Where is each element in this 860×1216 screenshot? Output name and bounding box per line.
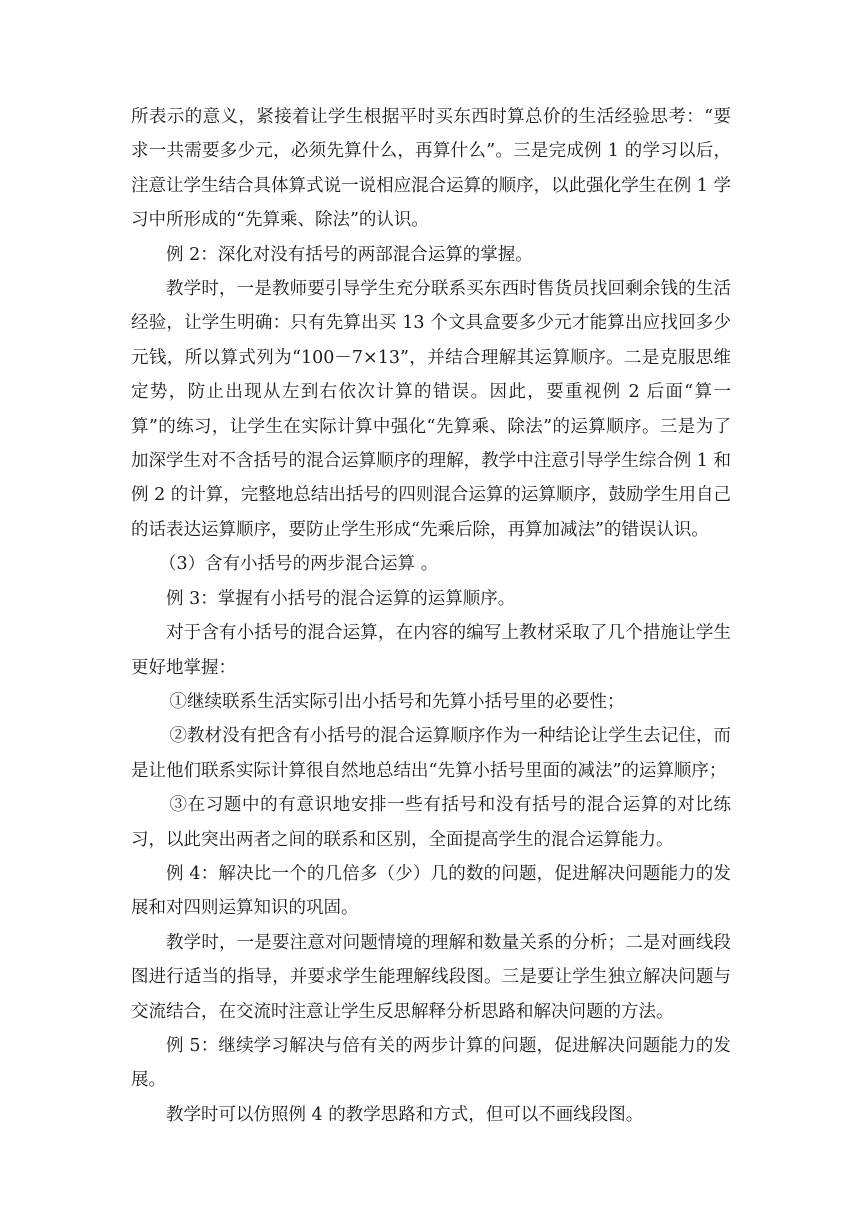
paragraph-example-3-intro: 对于含有小括号的混合运算，在内容的编写上教材采取了几个措施让学生更好地掌握： [131, 623, 731, 678]
paragraph-example-4-teaching: 教学时，一是要注意对问题情境的理解和数量关系的分析；二是对画线段图进行适当的指导，并要求学生能理解线段图。三是要让学生独立解决问题与交流结合，在交流时注意让学生反思解释分析思路和解决问题的方法。 [131, 932, 731, 1022]
paragraph-example-3-heading: 例 3：掌握有小括号的混合运算的运算顺序。 [166, 588, 516, 609]
paragraph-example-5-heading: 例 5：继续学习解决与倍有关的两步计算的问题，促进解决问题能力的发展。 [131, 1035, 731, 1091]
paragraph-example-2-teaching: 教学时，一是教师要引导学生充分联系买东西时售货员找回剩余钱的生活经验，让学生明确：只有先算出买 13 个文具盒要多少元才能算出应找回多少元钱，所以算式列为“100－7×13”，并结合理解其运算顺序。二是克服思维定势，防止出现从左到右依次计算的错误。因此，要重视例 2 后面“算一算”的练习，让学生在实际计算中强化“先算乘、除法”的运算顺序。三是为了加深学生对不含括号的混合运算顺序的理解，教学中注意引导学生综合例 1 和例 2 的计算，完整地总结出括号的四则混合运算的运算顺序，鼓励学生用自己的话表达运算顺序，要防止学生形成“先乘后除，再算加减法”的错误认识。 [131, 279, 731, 540]
paragraph-measure-2: ②教材没有把含有小括号的混合运算顺序作为一种结论让学生去记住，而是让他们联系实际计算很自然地总结出“先算小括号里面的减法”的运算顺序； [131, 726, 731, 781]
paragraph-example-4-heading: 例 4：解决比一个的几倍多（少）几的数的问题，促进解决问题能力的发展和对四则运算知识的巩固。 [131, 863, 731, 919]
document-body [131, 100, 731, 1132]
paragraph-measure-1: ①继续联系生活实际引出小括号和先算小括号里的必要性； [169, 691, 625, 712]
paragraph-measure-3: ③在习题中的有意识地安排一些有括号和没有括号的混合运算的对比练习，以此突出两者之间的联系和区别，全面提高学生的混合运算能力。 [131, 795, 731, 850]
paragraph-continuation: 所表示的意义，紧接着让学生根据平时买东西时算总价的生活经验思考：“要求一共需要多少元，必须先算什么，再算什么”。三是完成例 1 的学习以后，注意让学生结合具体算式说一说相应混合运算的顺序，以此强化学生在例 1 学习中所形成的“先算乘、除法”的认识。 [131, 107, 731, 231]
paragraph-section-3-heading: （3）含有小括号的两步混合运算 。 [159, 554, 439, 575]
paragraph-example-5-teaching: 教学时可以仿照例 4 的教学思路和方式，但可以不画线段图。 [166, 1104, 644, 1125]
paragraph-example-2-heading: 例 2：深化对没有括号的两部混合运算的掌握。 [166, 244, 533, 265]
